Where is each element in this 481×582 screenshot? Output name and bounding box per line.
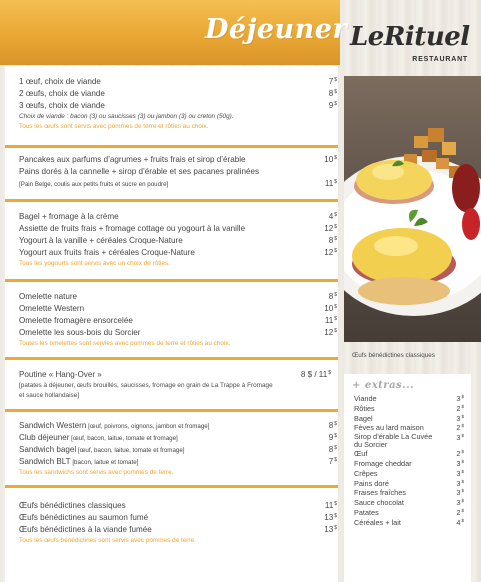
divider — [5, 409, 338, 412]
logo-brand: LeRituel — [350, 22, 470, 52]
menu-item: Pancakes aux parfums d’agrumes + fruits frais et sirop d’érable 10$ — [19, 155, 337, 164]
extras-list — [354, 394, 469, 528]
menu-item: Sandwich Western [œuf, poivrons, oignons, jambon et fromage] 8$ — [19, 421, 337, 430]
divider — [5, 357, 338, 360]
extra-item: Viande 3$ — [354, 394, 464, 403]
divider — [5, 199, 338, 202]
menu-panel — [5, 66, 338, 582]
extra-item: Céréales + lait 4$ — [354, 517, 464, 527]
menu-item-detail: [Pain Belge, coulis aux petits fruits et sucre en poudre] 11$ — [19, 179, 337, 188]
menu-item: Yogourt aux fruits frais + céréales Croque-Nature 12$ — [19, 248, 337, 257]
meat-choice-note: Choix de viande : bacon (3) ou saucisses (3) ou jambon (3) ou creton (50g). — [19, 113, 234, 120]
section-pancakes — [19, 154, 337, 190]
section-eggs — [19, 76, 337, 132]
menu-item: Omelette fromagère ensorcelée 11$ — [19, 316, 337, 325]
menu-item: Club déjeuner [œuf, bacon, laitue, tomate et fromage] 9$ — [19, 433, 337, 442]
extras-panel — [344, 374, 471, 582]
menu-item: Yogourt à la vanille + céréales Croque-Nature 8$ — [19, 236, 337, 245]
section-omelettes — [19, 291, 337, 349]
menu-item: 2 œufs, choix de viande 8$ — [19, 89, 337, 98]
menu-item: Sandwich bagel [œuf, bacon, laitue, tomate et fromage] 8$ — [19, 445, 337, 454]
poutine-detail: [patates à déjeuner, œufs brouillés, saucisses, fromage en grain de La Trappe à Fromage — [19, 382, 273, 389]
section-note: Tous les sandwichs sont servis avec pommes de terre. — [19, 469, 174, 476]
menu-item: Œufs bénédictines à la viande fumée 13$ — [19, 525, 337, 534]
section-note: Toutes les omelettes sont servies avec pommes de terre et rôties au choix. — [19, 340, 231, 347]
menu-item: Omelette nature 8$ — [19, 292, 337, 301]
logo-subtitle: RESTAURANT — [412, 56, 468, 63]
menu-item: Omelette Western 10$ — [19, 304, 337, 313]
section-bagel-yogurt — [19, 211, 337, 269]
section-sandwiches — [19, 420, 337, 478]
divider — [5, 485, 338, 488]
menu-item: Pains dorés à la cannelle + sirop d’érable et ses pacanes pralinées — [19, 167, 260, 176]
extra-item: Sirop d’érable La Cuvée du Sorcier 3$ — [354, 432, 464, 450]
section-note: Tous les œufs sont servis avec pommes de terre et rôties au choix. — [19, 123, 209, 130]
divider — [5, 145, 338, 148]
menu-item: 3 œufs, choix de viande 9$ — [19, 101, 337, 110]
extra-item: Fromage cheddar 3$ — [354, 458, 464, 468]
menu-item: Œufs bénédictines au saumon fumé 13$ — [19, 513, 337, 522]
extras-heading: + extras... — [352, 380, 415, 391]
extra-item: Patates 2$ — [354, 507, 464, 517]
section-note: Tous les œufs bénédictines sont servis avec pommes de terre. — [19, 537, 196, 544]
menu-item: Poutine « Hang-Over » 8 $ / 11$ — [19, 370, 331, 379]
menu-item: 1 œuf, choix de viande 7$ — [19, 77, 337, 86]
poutine-detail: et sauce hollandaise] — [19, 392, 80, 399]
divider — [5, 279, 338, 282]
extra-item: Fèves au lard maison 2$ — [354, 423, 464, 433]
menu-item: Œufs bénédictines classiques 11$ — [19, 501, 337, 510]
section-note: Tous les yogourts sont servis avec un choix de rôties. — [19, 260, 170, 267]
eggs-benedict-illustration — [344, 76, 481, 342]
menu-item: Sandwich BLT [bacon, laitue et tomate] 7$ — [19, 457, 337, 466]
section-poutine — [19, 369, 337, 401]
food-photo — [344, 76, 481, 342]
extra-item: Crêpes 3$ — [354, 468, 464, 478]
header-band — [0, 0, 348, 65]
menu-item: Omelette les sous-bois du Sorcier 12$ — [19, 328, 337, 337]
page-title: Déjeuner — [205, 14, 348, 45]
menu-item: Bagel + fromage à la crème 4$ — [19, 212, 337, 221]
restaurant-logo — [350, 24, 474, 70]
extra-item: Pains doré 3$ — [354, 478, 464, 488]
extra-item: Sauce chocolat 3$ — [354, 498, 464, 508]
menu-item: Assiette de fruits frais + fromage cottage ou yogourt à la vanille 12$ — [19, 224, 337, 233]
extra-item: Rôties 2$ — [354, 403, 464, 413]
extra-item: Fraises fraîches 3$ — [354, 488, 464, 498]
section-benedictines — [19, 500, 337, 546]
extra-item: Œuf 2$ — [354, 449, 464, 459]
photo-caption: Œufs bénédictines classiques — [352, 352, 435, 359]
extra-item: Bagel 3$ — [354, 413, 464, 423]
